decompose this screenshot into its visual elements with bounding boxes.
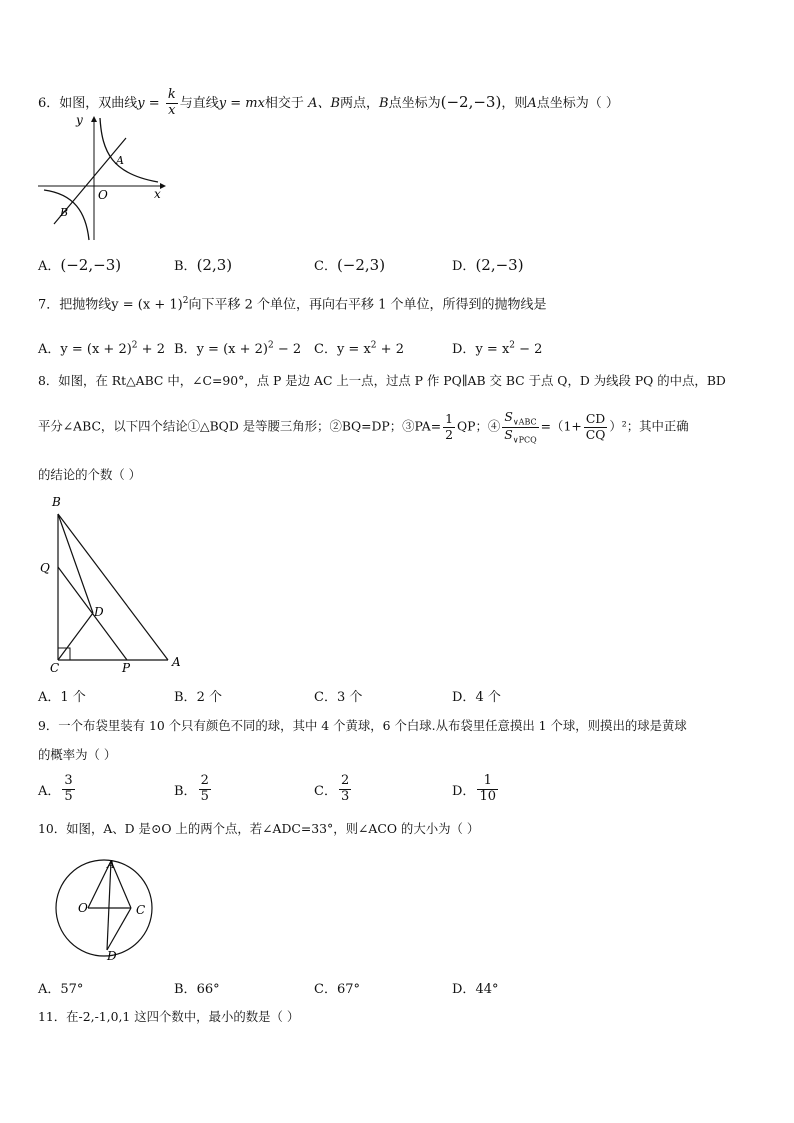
q9-option-c-den: 3 xyxy=(340,788,350,804)
q7-number: 7． xyxy=(38,297,60,313)
q8-option-c[interactable] xyxy=(314,686,362,705)
q6-label-y: y xyxy=(76,113,83,127)
q10-option-d-value: 44° xyxy=(475,982,499,997)
q10-label-o: O xyxy=(78,901,88,915)
q6-stem-text-6: ，则 xyxy=(501,95,528,111)
q6-label-a: A xyxy=(116,154,124,167)
q7-option-a[interactable] xyxy=(38,338,165,357)
q6-number: 6． xyxy=(38,95,60,111)
q8-label-d: D xyxy=(94,605,104,619)
q10-stem-text: 如图，A、D 是⊙O 上的两个点，若∠ADC=33°，则∠ACO 的大小为（ ） xyxy=(66,821,480,836)
q9-option-b-label: B． xyxy=(174,783,197,799)
q10-segment-ad xyxy=(107,861,111,950)
q10-option-b[interactable] xyxy=(174,978,220,997)
q9-line-2: 的概率为（ ） xyxy=(38,747,117,762)
q6-label-b: B xyxy=(60,206,69,219)
q8-label-c: C xyxy=(50,661,60,675)
q6-stem-text-7: 点坐标为（ ） xyxy=(536,95,619,111)
q7-eq-sup: 2 xyxy=(182,296,189,306)
q7-option-d-tail: − 2 xyxy=(515,342,543,357)
q7-eq: y = (x + 1) xyxy=(111,297,183,313)
q8-label-b: B xyxy=(52,495,61,509)
q8-segment-bd xyxy=(58,514,93,613)
q9-option-c-num: 2 xyxy=(340,773,350,788)
q7-option-b-tail: − 2 xyxy=(273,342,302,357)
q9-option-a-fraction xyxy=(62,774,74,805)
q6-points: A、B xyxy=(308,95,341,111)
q9-option-a-num: 3 xyxy=(64,773,73,788)
q8-line-2 xyxy=(38,410,689,444)
q8-frac3-den: CQ xyxy=(585,426,606,442)
q10-number: 10． xyxy=(38,821,67,836)
q6-frac-num: k xyxy=(167,87,176,102)
q11-stem xyxy=(38,1010,299,1025)
q8-option-d-value: 4 个 xyxy=(475,690,501,705)
q10-option-a-label: A． xyxy=(38,982,61,997)
q8-line-1 xyxy=(38,374,726,389)
q7-option-d-sup: 2 xyxy=(509,340,516,351)
q6-option-b-label: B． xyxy=(174,259,197,274)
q9-option-d-fraction xyxy=(477,774,498,805)
q6-x-arrow xyxy=(160,183,166,189)
q6-frac-den: x xyxy=(168,102,176,118)
q7-option-c[interactable] xyxy=(314,338,404,357)
q8-option-c-label: C． xyxy=(314,690,337,705)
q8-option-d[interactable] xyxy=(452,686,501,705)
q9-option-d-label: D． xyxy=(452,783,476,799)
q8-line-2-text-b: QP；④ xyxy=(456,418,501,434)
q9-option-c-label: C． xyxy=(314,783,337,799)
q7-option-b-label: B． xyxy=(174,342,197,357)
q9-option-a-den: 5 xyxy=(64,788,73,804)
q10-option-a-value: 57° xyxy=(60,982,84,997)
q9-option-c[interactable] xyxy=(314,774,353,805)
q6-option-b[interactable] xyxy=(174,255,232,274)
q6-stem-text-2: 与直线 xyxy=(179,95,219,111)
q9-option-b-den: 5 xyxy=(200,788,209,804)
q10-segment-dc xyxy=(107,908,131,950)
q8-option-b-value: 2 个 xyxy=(196,690,222,705)
q6-label-o: O xyxy=(98,188,108,202)
q6-option-d[interactable] xyxy=(452,255,524,274)
q10-figure xyxy=(48,854,158,962)
q6-option-c-value: (−2,3) xyxy=(336,256,386,274)
q9-option-d[interactable] xyxy=(452,774,500,805)
q6-stem-text: 如图，双曲线 xyxy=(59,95,138,111)
q10-option-b-value: 66° xyxy=(196,982,220,997)
q8-segment-cd xyxy=(58,613,93,660)
q7-option-b-base: y = (x + 2) xyxy=(196,342,268,357)
q6-eq1-lhs: y xyxy=(137,95,145,111)
q7-option-a-sup: 2 xyxy=(131,340,138,351)
q11-stem-text: 在-2,-1,0,1 这四个数中，最小的数是（ ） xyxy=(66,1009,300,1024)
q6-option-b-value: (2,3) xyxy=(196,256,233,274)
q8-option-b[interactable] xyxy=(174,686,222,705)
q6-point-b: B xyxy=(379,95,389,111)
q9-option-a-label: A． xyxy=(38,783,61,799)
q9-option-a[interactable] xyxy=(38,774,77,805)
q8-label-a: A xyxy=(172,655,181,669)
q8-option-b-label: B． xyxy=(174,690,197,705)
q6-option-c[interactable] xyxy=(314,255,385,274)
q8-option-a[interactable] xyxy=(38,686,86,705)
q8-frac3-num: CD xyxy=(584,412,608,427)
q8-option-c-value: 3 个 xyxy=(336,690,363,705)
q6-label-x: x xyxy=(154,187,161,201)
q8-line-3: 的结论的个数（ ） xyxy=(38,467,142,482)
q9-option-b-fraction xyxy=(199,774,211,805)
q8-fraction-cd-cq xyxy=(584,412,608,442)
q7-option-a-tail: + 2 xyxy=(137,342,165,357)
q7-option-d-base: y = x xyxy=(475,342,510,357)
q10-option-c[interactable] xyxy=(314,978,360,997)
q8-frac2-num-sub: ∨ABC xyxy=(512,417,537,427)
q6-option-a-value: (−2,−3) xyxy=(60,256,122,274)
q8-label-p: P xyxy=(122,661,131,675)
q7-option-a-base: y = (x + 2) xyxy=(60,342,132,357)
q6-option-c-label: C． xyxy=(314,259,337,274)
q9-option-d-num: 1 xyxy=(477,774,498,790)
q8-line-2-text-c: =（1+ xyxy=(540,418,582,434)
q10-option-b-label: B． xyxy=(174,982,197,997)
q8-line-1-text: 如图，在 Rt△ABC 中，∠C=90°，点 P 是边 AC 上一点，过点 P 作 PQ∥AB 交 BC 于点 Q，D 为线段 PQ 的中点，BD xyxy=(58,373,726,388)
q6-hyperbola-branch-1 xyxy=(100,118,158,182)
q6-stem-text-4: 两点， xyxy=(340,95,380,111)
q7-option-a-label: A． xyxy=(38,342,61,357)
q8-option-d-label: D． xyxy=(452,690,476,705)
q10-label-a: A xyxy=(107,858,115,871)
q8-fraction-half xyxy=(443,412,455,442)
q9-option-b[interactable] xyxy=(174,774,213,805)
q8-line-2-text-d: ）²；其中正确 xyxy=(609,418,689,434)
q6-option-a-label: A． xyxy=(38,259,61,274)
q7-stem xyxy=(38,296,547,313)
q8-option-a-label: A． xyxy=(38,690,61,705)
q6-stem: 6．如图，双曲线y = $\frac{k}{x}$ 与直线y = mx相交于 A、B两点，B点坐标为(−2,−3)，则A点坐标为（ ） xyxy=(38,87,619,118)
q11-number: 11． xyxy=(38,1009,67,1024)
q9-line-1 xyxy=(38,719,687,734)
q8-line-2-text-a: 平分∠ABC，以下四个结论①△BQD 是等腰三角形；②BQ=DP；③PA= xyxy=(38,418,442,434)
q10-stem xyxy=(38,822,479,837)
q9-option-b-num: 2 xyxy=(200,773,209,788)
q6-coord: (−2,−3) xyxy=(440,92,502,111)
q7-option-c-base: y = x xyxy=(336,342,371,357)
q8-frac1-den: 2 xyxy=(445,426,453,442)
q8-fraction-area-ratio xyxy=(502,410,538,444)
q10-option-c-value: 67° xyxy=(336,982,360,997)
q10-option-d[interactable] xyxy=(452,978,498,997)
q10-option-a[interactable] xyxy=(38,978,83,997)
q10-option-c-label: C． xyxy=(314,982,337,997)
q7-option-b-sup: 2 xyxy=(267,340,274,351)
q10-label-d: D xyxy=(107,949,117,962)
q7-option-c-tail: + 2 xyxy=(376,342,404,357)
q7-option-c-sup: 2 xyxy=(370,340,377,351)
q7-stem-text-2: 向下平移 2 个单位，再向右平移 1 个单位，所得到的抛物线是 xyxy=(188,297,547,313)
q9-option-d-den: 10 xyxy=(479,788,496,804)
q9-number: 9． xyxy=(38,718,59,733)
q10-label-c: C xyxy=(136,903,146,917)
q6-stem-text-3: 相交于 xyxy=(264,95,304,111)
q6-figure xyxy=(34,112,168,244)
q6-option-d-value: (2,−3) xyxy=(475,256,524,274)
q8-frac1-num: 1 xyxy=(445,411,453,427)
q8-label-q: Q xyxy=(40,561,50,575)
q9-line-1-text: 一个布袋里装有 10 个只有颜色不同的球，其中 4 个黄球，6 个白球.从布袋里任意摸出 1 个球，则摸出的球是黄球 xyxy=(58,718,687,733)
q8-frac2-den: S xyxy=(504,426,513,442)
q7-option-c-label: C． xyxy=(314,342,337,357)
q8-number: 8． xyxy=(38,373,59,388)
q10-option-d-label: D． xyxy=(452,982,476,997)
q7-option-d-label: D． xyxy=(452,342,476,357)
q6-eq2: y = mx xyxy=(218,95,265,111)
q8-option-a-value: 1 个 xyxy=(60,690,86,705)
q8-frac2-num: S xyxy=(504,409,513,424)
q6-option-d-label: D． xyxy=(452,259,476,274)
q6-option-a[interactable] xyxy=(38,255,121,274)
q9-option-c-fraction xyxy=(339,774,351,805)
q7-option-d[interactable] xyxy=(452,338,542,357)
q7-option-b[interactable] xyxy=(174,338,301,357)
q8-figure xyxy=(36,494,186,676)
q7-stem-text: 把抛物线 xyxy=(59,297,112,313)
q6-stem-text-5: 点坐标为 xyxy=(388,95,441,111)
q8-frac2-den-sub: ∨PCQ xyxy=(512,435,537,445)
q6-y-arrow xyxy=(91,116,97,122)
q6-point-a: A xyxy=(527,95,537,111)
